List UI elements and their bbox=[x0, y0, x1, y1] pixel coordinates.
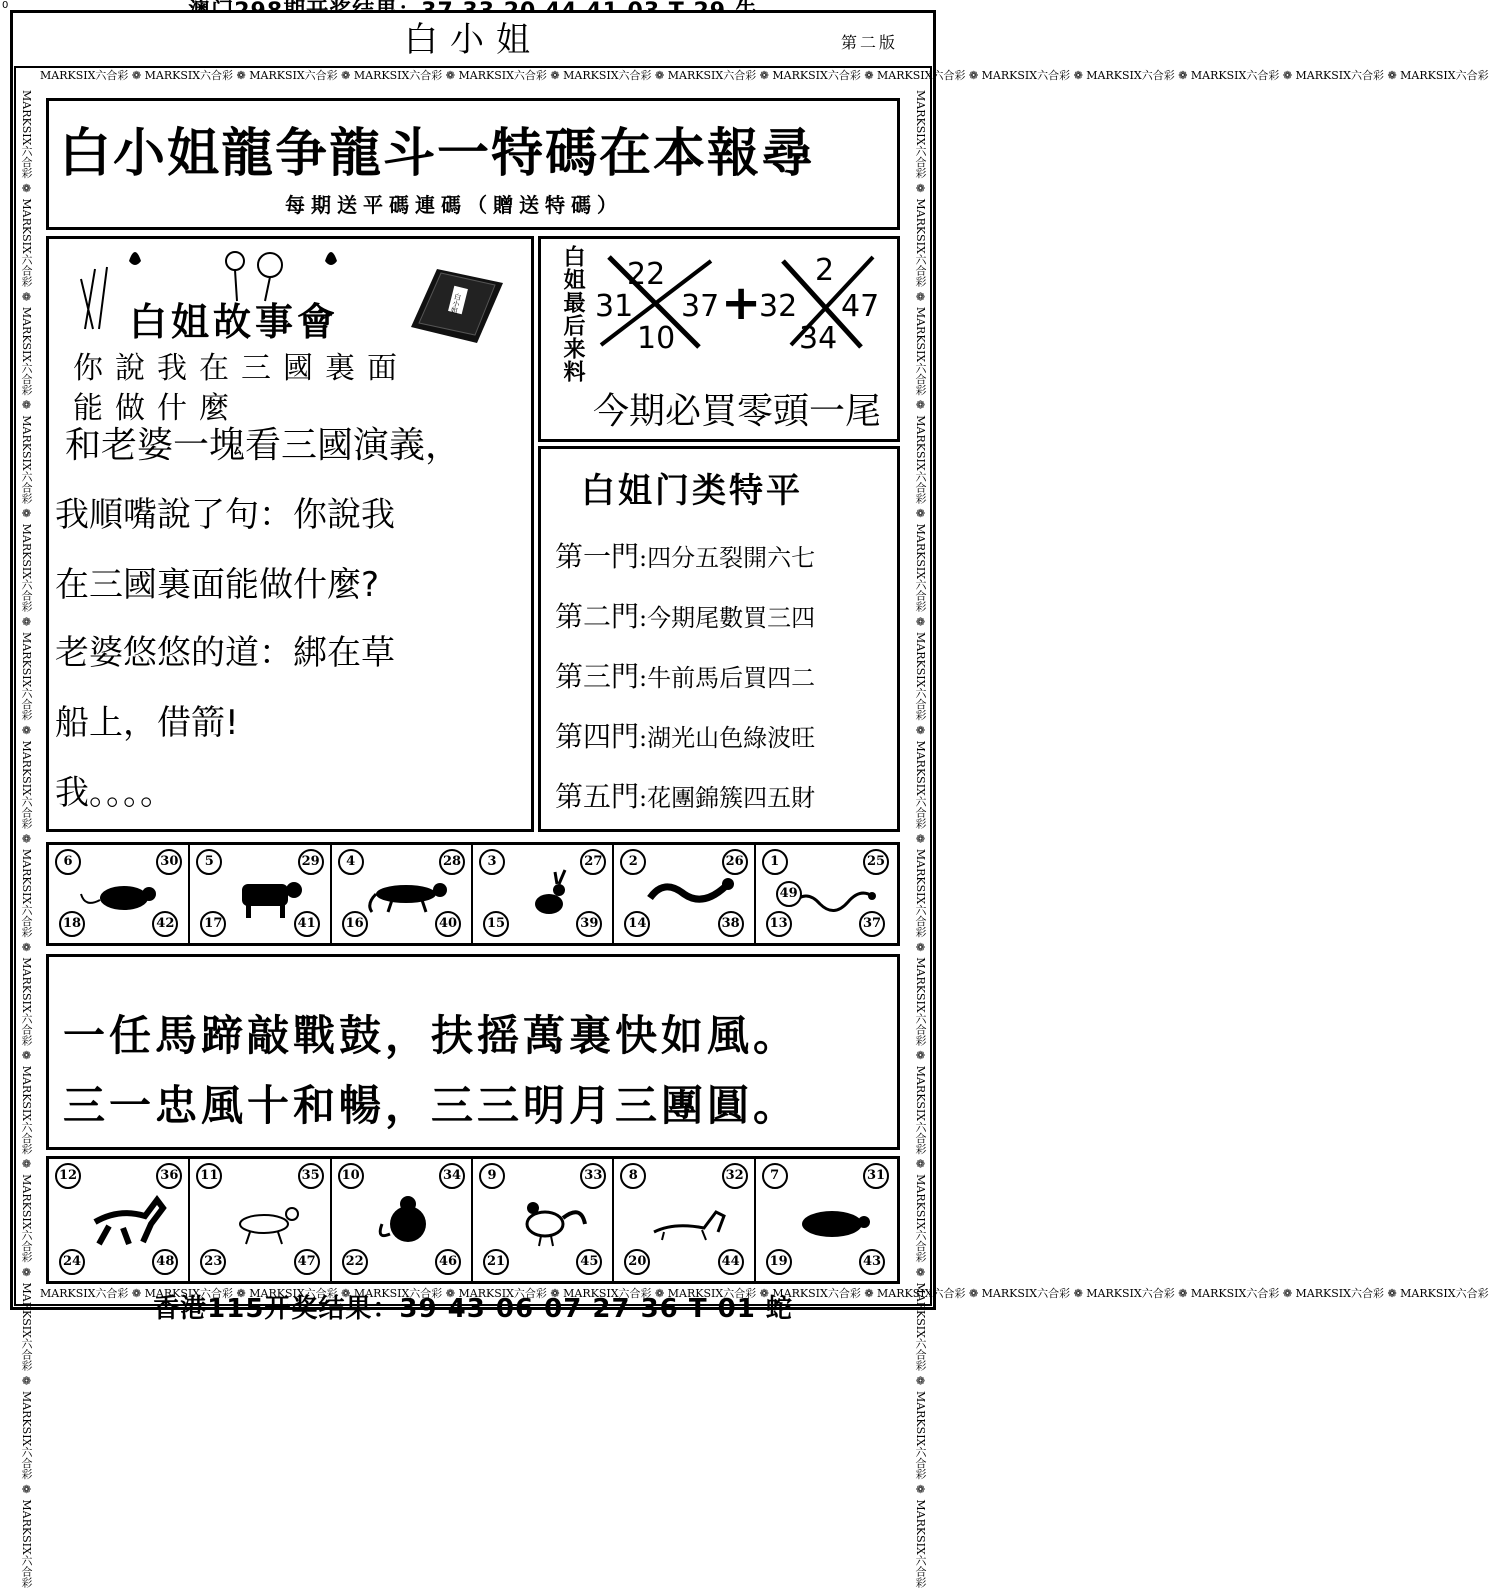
number-ball: 14 bbox=[624, 911, 650, 937]
number-ball: 33 bbox=[580, 1163, 606, 1189]
border-band-left bbox=[16, 90, 34, 1588]
story-heading: 白姐故事會 bbox=[129, 300, 340, 344]
number-ball: 19 bbox=[766, 1249, 792, 1275]
number-ball: 38 bbox=[718, 911, 744, 937]
number-ball: 1 bbox=[762, 849, 788, 875]
number-ball: 20 bbox=[624, 1249, 650, 1275]
door-label: 第四門 bbox=[555, 720, 640, 753]
number-ball: 8 bbox=[620, 1163, 646, 1189]
number-ball: 41 bbox=[294, 911, 320, 937]
story-line: 和老婆一塊看三國演義， bbox=[65, 425, 462, 466]
zodiac-cell-tiger bbox=[332, 845, 473, 943]
latest-number: 47 bbox=[841, 289, 880, 324]
page-title: 白小姐 bbox=[404, 20, 542, 60]
border-band-top bbox=[40, 68, 1489, 86]
zodiac-cell-rabbit bbox=[473, 845, 614, 943]
door-label: 第二門 bbox=[555, 600, 640, 633]
horse-icon bbox=[79, 1194, 169, 1246]
latest-number: 10 bbox=[637, 321, 676, 356]
zodiac-cell-rooster bbox=[473, 1159, 614, 1281]
latest-number: 32 bbox=[759, 289, 798, 324]
story-line: 能做什麼 bbox=[73, 391, 241, 426]
door-text: :四分五裂開六七 bbox=[639, 544, 816, 572]
rooster-icon bbox=[503, 1194, 593, 1246]
number-ball: 29 bbox=[298, 849, 324, 875]
headline-box bbox=[46, 98, 900, 230]
border-text: MARKSIX六合彩 ❁ MARKSIX六合彩 ❁ MARKSIX六合彩 ❁ MARKSIX六合彩 ❁ MARKSIX六合彩 ❁ MARKSIX六合彩 ❁ MARKSIX六合彩 ❁ MARKSIX六合彩 ❁ MARKSIX六合彩 ❁ MARKSIX六合彩 ❁ MARKSIX六合彩 ❁ MARKSIX六合彩 ❁ MARKSIX六合彩 ❁ MARKSIX六合彩 bbox=[914, 90, 927, 1588]
zodiac-cell-ox bbox=[190, 845, 331, 943]
door-row-3 bbox=[555, 655, 815, 695]
story-box bbox=[46, 236, 534, 832]
number-ball: 3 bbox=[479, 849, 505, 875]
zodiac-row-bottom bbox=[46, 1156, 900, 1284]
number-ball: 46 bbox=[435, 1249, 461, 1275]
number-ball: 5 bbox=[196, 849, 222, 875]
headline-subtitle: 每期送平碼連碼（贈送特碼） bbox=[285, 193, 623, 217]
number-ball: 32 bbox=[722, 1163, 748, 1189]
pig-icon bbox=[786, 1194, 876, 1246]
story-line: 船上，借箭! bbox=[55, 703, 239, 743]
door-label: 第五門 bbox=[555, 780, 640, 813]
goat-icon bbox=[220, 1194, 310, 1246]
door-row-2 bbox=[555, 595, 815, 635]
door-row-1 bbox=[555, 535, 815, 575]
number-ball: 24 bbox=[59, 1249, 85, 1275]
poem-line-2: 三一忠風十和暢，三三明月三團圓。 bbox=[63, 1081, 800, 1130]
border-text: MARKSIX六合彩 ❁ MARKSIX六合彩 ❁ MARKSIX六合彩 ❁ MARKSIX六合彩 ❁ MARKSIX六合彩 ❁ MARKSIX六合彩 ❁ MARKSIX六合彩 ❁ MARKSIX六合彩 ❁ MARKSIX六合彩 ❁ MARKSIX六合彩 ❁ MARKSIX六合彩 ❁ MARKSIX六合彩 ❁ MARKSIX六合彩 ❁ MARKSIX六合彩 bbox=[40, 69, 1489, 82]
zodiac-cell-horse bbox=[49, 1159, 190, 1281]
zodiac-cell-goat bbox=[190, 1159, 331, 1281]
story-line: 我。。。。 bbox=[55, 773, 174, 813]
latest-number: 37 bbox=[681, 289, 720, 324]
door-label: 第三門 bbox=[555, 660, 640, 693]
number-ball: 15 bbox=[483, 911, 509, 937]
ox-icon bbox=[220, 868, 310, 920]
number-ball: 49 bbox=[776, 881, 802, 907]
door-text: :湖光山色綠波旺 bbox=[639, 724, 816, 752]
door-text: :今期尾數買三四 bbox=[639, 604, 816, 632]
number-ball: 25 bbox=[863, 849, 889, 875]
number-ball: 43 bbox=[859, 1249, 885, 1275]
corner-mark: 0 bbox=[2, 0, 9, 11]
latest-number: 31 bbox=[595, 289, 634, 324]
zodiac-cell-dog bbox=[614, 1159, 755, 1281]
monkey-icon bbox=[362, 1194, 452, 1246]
story-line: 老婆悠悠的道：綁在草 bbox=[55, 633, 395, 673]
door-text: :花團錦簇四五財 bbox=[639, 784, 816, 812]
number-ball: 21 bbox=[483, 1249, 509, 1275]
number-ball: 34 bbox=[439, 1163, 465, 1189]
dragon-icon bbox=[644, 868, 734, 920]
door-label: 第一門 bbox=[555, 540, 640, 573]
door-row-5 bbox=[555, 775, 815, 815]
number-ball: 18 bbox=[59, 911, 85, 937]
number-ball: 10 bbox=[338, 1163, 364, 1189]
border-text: MARKSIX六合彩 ❁ MARKSIX六合彩 ❁ MARKSIX六合彩 ❁ MARKSIX六合彩 ❁ MARKSIX六合彩 ❁ MARKSIX六合彩 ❁ MARKSIX六合彩 ❁ MARKSIX六合彩 ❁ MARKSIX六合彩 ❁ MARKSIX六合彩 ❁ MARKSIX六合彩 ❁ MARKSIX六合彩 ❁ MARKSIX六合彩 ❁ MARKSIX六合彩 bbox=[20, 90, 33, 1588]
number-ball: 35 bbox=[298, 1163, 324, 1189]
poem-box bbox=[46, 954, 900, 1150]
number-ball: 47 bbox=[294, 1249, 320, 1275]
doors-box bbox=[538, 446, 900, 832]
number-ball: 36 bbox=[156, 1163, 182, 1189]
latest-caption: 今期必買零頭一尾 bbox=[593, 391, 882, 432]
number-ball: 17 bbox=[200, 911, 226, 937]
plus-sign: + bbox=[721, 275, 762, 331]
zodiac-cell-dragon bbox=[614, 845, 755, 943]
number-ball: 27 bbox=[580, 849, 606, 875]
story-line: 我順嘴說了句：你說我 bbox=[55, 495, 395, 535]
latest-number: 34 bbox=[799, 321, 838, 356]
door-row-4 bbox=[555, 715, 815, 755]
edition-label: 第二版 bbox=[840, 33, 898, 52]
story-line: 在三國裏面能做什麼? bbox=[55, 565, 380, 605]
rat-icon bbox=[79, 868, 169, 920]
door-text: :牛前馬后買四二 bbox=[639, 664, 816, 692]
zodiac-row-top bbox=[46, 842, 900, 946]
number-ball: 44 bbox=[718, 1249, 744, 1275]
number-ball: 22 bbox=[342, 1249, 368, 1275]
latest-box bbox=[538, 236, 900, 442]
story-line: 你說我在三國裏面 bbox=[73, 351, 409, 386]
number-ball: 11 bbox=[196, 1163, 222, 1189]
book-label: 白小姐 bbox=[449, 292, 463, 315]
number-ball: 4 bbox=[338, 849, 364, 875]
zodiac-cell-rat bbox=[49, 845, 190, 943]
latest-number: 22 bbox=[627, 257, 666, 292]
latest-vertical-label: 白姐最后来料 bbox=[560, 245, 585, 383]
number-ball: 13 bbox=[766, 911, 792, 937]
border-text: MARKSIX六合彩 ❁ MARKSIX六合彩 ❁ MARKSIX六合彩 ❁ MARKSIX六合彩 ❁ MARKSIX六合彩 ❁ MARKSIX六合彩 ❁ MARKSIX六合彩 ❁ MARKSIX六合彩 ❁ MARKSIX六合彩 ❁ MARKSIX六合彩 ❁ MARKSIX六合彩 ❁ MARKSIX六合彩 ❁ MARKSIX六合彩 ❁ MARKSIX六合彩 bbox=[40, 1287, 1489, 1300]
number-ball: 30 bbox=[156, 849, 182, 875]
number-ball: 26 bbox=[722, 849, 748, 875]
zodiac-cell-monkey bbox=[332, 1159, 473, 1281]
tiger-icon bbox=[362, 868, 452, 920]
zodiac-cell-pig bbox=[756, 1159, 897, 1281]
number-ball: 42 bbox=[152, 911, 178, 937]
number-ball: 7 bbox=[762, 1163, 788, 1189]
zodiac-cell-snake bbox=[756, 845, 897, 943]
number-ball: 48 bbox=[152, 1249, 178, 1275]
hongkong-result-banner: 香港115开奖结果：39 43 06 07 27 36 T 01 蛇 bbox=[153, 1294, 793, 1324]
number-ball: 6 bbox=[55, 849, 81, 875]
book-icon bbox=[407, 265, 507, 347]
poem-line-1: 一任馬蹄敲戰鼓，扶摇萬裏快如風。 bbox=[63, 1011, 800, 1060]
number-ball: 39 bbox=[576, 911, 602, 937]
number-ball: 45 bbox=[576, 1249, 602, 1275]
number-ball: 37 bbox=[859, 911, 885, 937]
number-ball: 40 bbox=[435, 911, 461, 937]
number-ball: 9 bbox=[479, 1163, 505, 1189]
doors-heading: 白姐门类特平 bbox=[581, 471, 803, 511]
number-ball: 31 bbox=[863, 1163, 889, 1189]
rabbit-icon bbox=[503, 868, 593, 920]
number-ball: 16 bbox=[342, 911, 368, 937]
number-ball: 23 bbox=[200, 1249, 226, 1275]
number-ball: 2 bbox=[620, 849, 646, 875]
headline-title: 白小姐龍争龍斗一特碼在本報尋 bbox=[59, 123, 816, 184]
border-band-right bbox=[910, 90, 928, 1588]
number-ball: 12 bbox=[55, 1163, 81, 1189]
latest-number: 2 bbox=[815, 253, 835, 288]
number-ball: 28 bbox=[439, 849, 465, 875]
dog-icon bbox=[644, 1194, 734, 1246]
